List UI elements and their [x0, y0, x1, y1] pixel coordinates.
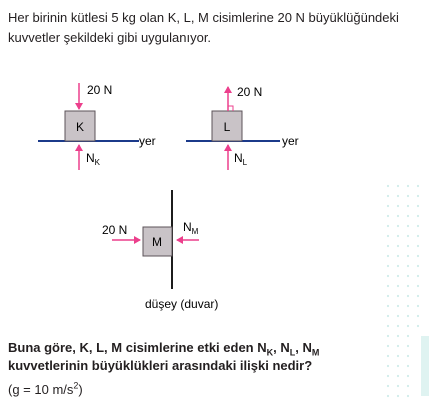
- gravity-suffix: ): [78, 382, 83, 397]
- question-sub-m: M: [311, 347, 320, 358]
- gravity-note: [8, 381, 83, 399]
- question-sep: , N: [273, 340, 290, 355]
- ground-label-k: yer: [139, 134, 156, 148]
- question-sub-l: L: [289, 347, 296, 358]
- gravity-prefix: (g = 10 m/s: [8, 382, 74, 397]
- normal-label-l: $N_L$: [234, 151, 248, 167]
- box-m-label: M: [152, 235, 162, 249]
- question-part: Buna göre, K, L, M cisimlerine etki eden N: [8, 340, 267, 355]
- force-label-l: 20 N: [237, 85, 263, 99]
- wall-label-m: düşey (duvar): [145, 297, 219, 311]
- normal-label-k: $N_K$: [86, 151, 101, 167]
- force-label-m: 20 N: [102, 223, 128, 237]
- box-l-label: L: [223, 120, 231, 134]
- question-text: [8, 339, 408, 375]
- decorative-side-stripe: [421, 336, 429, 396]
- question-sub-k: K: [266, 347, 274, 358]
- problem-statement: Her birinin kütlesi 5 kg olan K, L, M cisimlerine 20 N büyüklüğündeki kuvvetler şekildeki gibi uygulanıyor.: [8, 10, 399, 45]
- force-label-k: 20 N: [87, 83, 113, 97]
- normal-label-m: $N_M$: [183, 220, 199, 236]
- ground-label-l: yer: [282, 134, 299, 148]
- box-k-label: K: [75, 120, 85, 134]
- question-sep: , N: [295, 340, 312, 355]
- question-line-2: kuvvetlerinin büyüklükleri arasındaki ilişki nedir?: [8, 358, 313, 373]
- gravity-exponent: 2: [73, 380, 79, 391]
